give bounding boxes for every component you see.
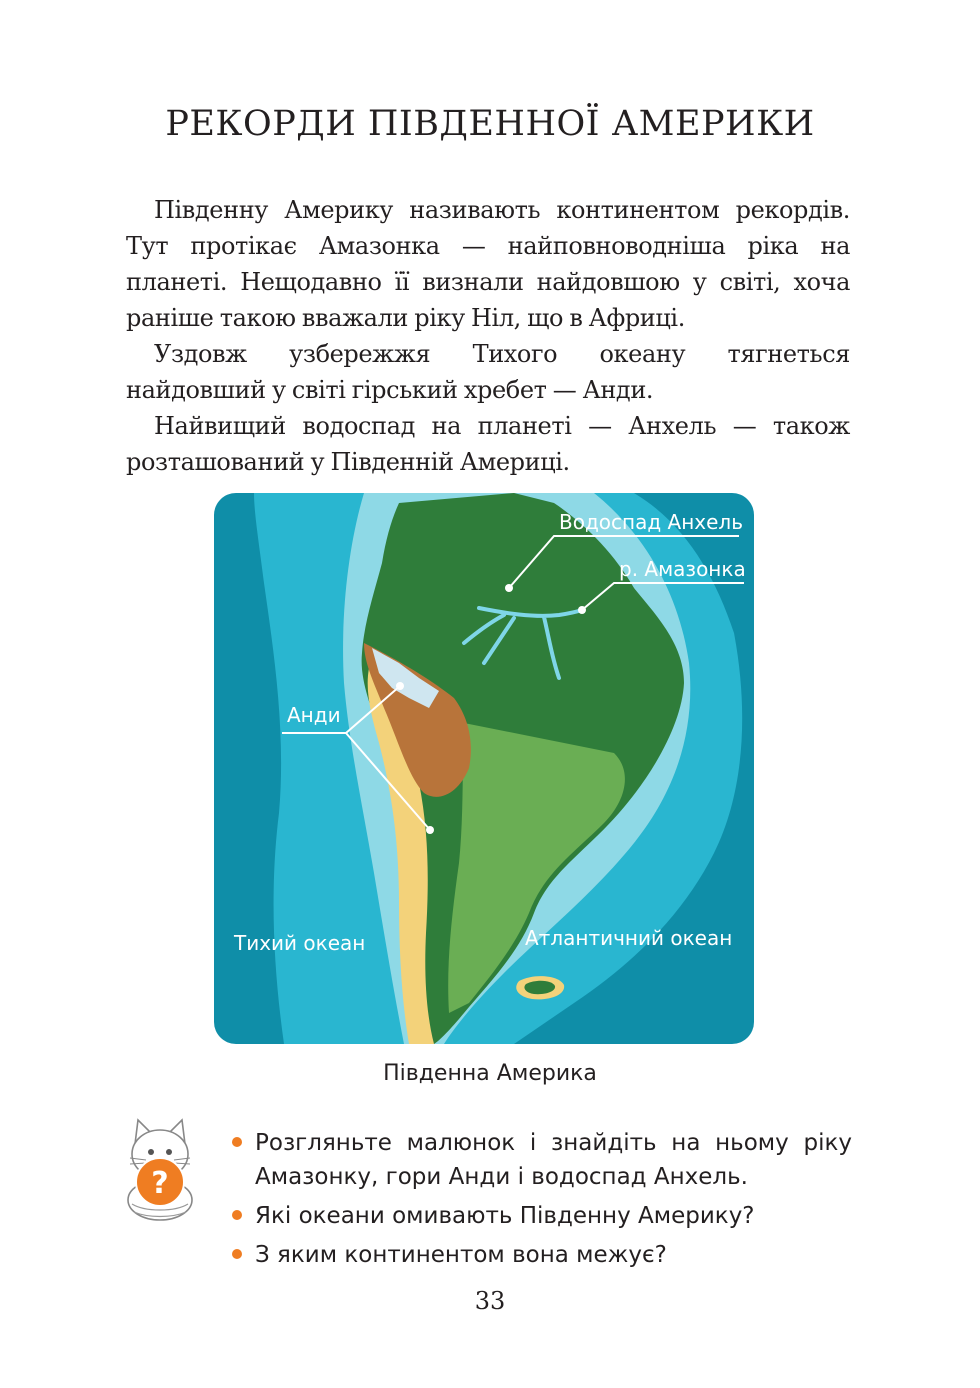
amazon-marker [578,606,586,614]
paragraph-waterfall: Найвищий водоспад на планеті — Анхель — також розташований у Південній Америці. [126,412,850,476]
question-list [232,1126,852,1277]
page-number: 33 [474,1287,506,1315]
map-caption: Південна Америка [383,1061,597,1086]
label-pacific: Тихий океан [234,931,366,955]
question-text: Які океани омивають Південну Америку? [255,1203,755,1229]
label-andes: Анди [287,703,341,727]
question-cat-icon [120,1112,200,1222]
svg-text:?: ? [151,1166,169,1201]
south-america-map [214,493,754,1044]
paragraph-andes: Уздовж узбережжя Тихого океану тягнеться найдовший у світі гірський хребет — Анди. [126,340,850,404]
andes-marker-south [426,826,434,834]
andes-marker-north [396,682,404,690]
question-text: Розгляньте малюнок і знайдіть на ньому ріку Амазонку, гори Анди і водоспад Анхель. [255,1130,852,1190]
bullet-dot [232,1249,242,1259]
bullet-dot [232,1210,242,1220]
question-item [232,1238,852,1272]
question-text: З яким континентом вона межує? [255,1242,667,1268]
label-waterfall: Водоспад Анхель [559,510,744,534]
bullet-dot [232,1137,242,1147]
label-atlantic: Атлантичний океан [525,926,733,950]
question-item [232,1126,852,1194]
question-item [232,1199,852,1233]
paragraph-rivers: Південну Америку називають континентом рекордів. Тут протікає Амазонка — найповноводніша ріка на планеті. Нещодавно її визнали найдовшою у світі, хоча раніше такою вважали ріку Ніл, що в Африці. [126,196,850,332]
label-amazon: р. Амазонка [619,557,746,581]
page-title: РЕКОРДИ ПІВДЕННОЇ АМЕРИКИ [165,104,815,144]
waterfall-marker [505,584,513,592]
